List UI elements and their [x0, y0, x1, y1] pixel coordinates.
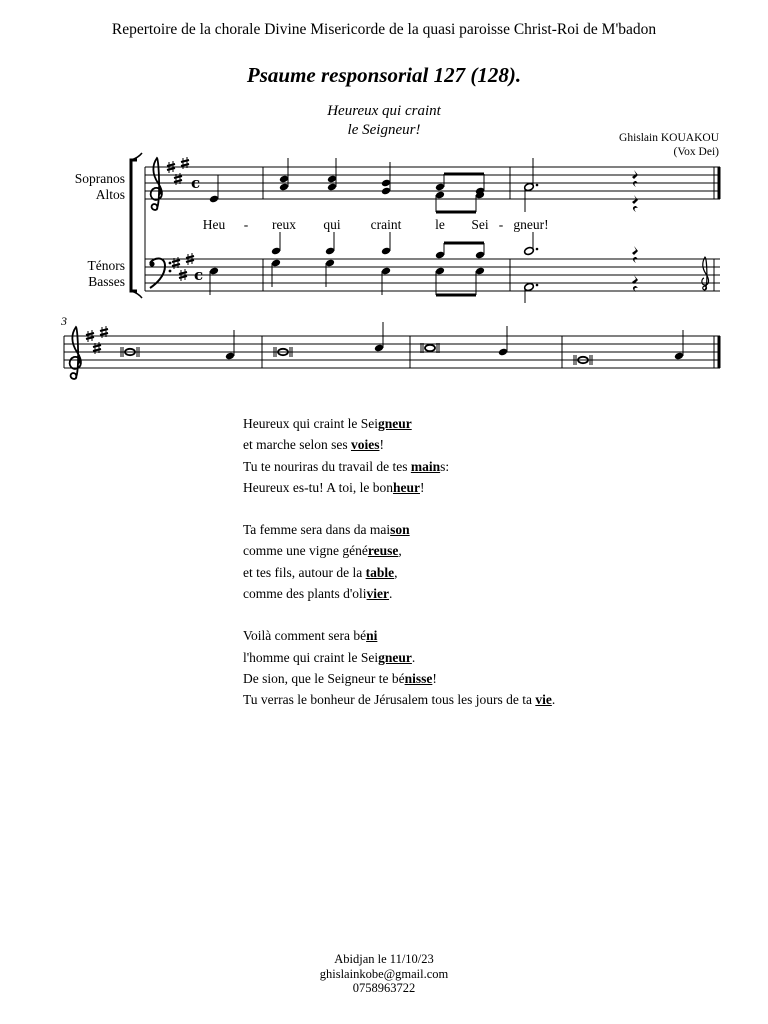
- accented-syllable: vie: [535, 692, 552, 708]
- stanza-2: [243, 519, 555, 604]
- accented-syllable: gneur: [377, 416, 412, 431]
- accented-syllable: ni: [366, 628, 378, 644]
- voice-label-sopranos: Sopranos: [74, 171, 125, 186]
- lyric-syllable: le: [435, 217, 445, 232]
- accented-syllable: vier: [366, 586, 390, 602]
- subtitle-line-1: Heureux qui craint: [327, 103, 441, 119]
- repertoire-header: Repertoire de la chorale Divine Misericorde de la quasi paroisse Christ-Roi de M'badon: [111, 21, 657, 38]
- lyric-syllable: Heu: [202, 217, 226, 232]
- treble-clef-icon: [151, 158, 162, 210]
- verse-line: Tu te nouriras du travail de tes mains:: [243, 458, 450, 474]
- stanza-3: [243, 625, 555, 710]
- verse-line: comme des plants d'olivier.: [243, 586, 393, 602]
- voice-label-altos: Altos: [95, 187, 125, 202]
- verse-line: et marche selon ses voies!: [243, 437, 384, 453]
- music-score: [0, 0, 768, 400]
- accented-syllable: voies: [350, 437, 380, 453]
- verse-line: Heureux qui craint le Seigneur: [243, 416, 412, 431]
- page-title: Psaume responsorial 127 (128).: [246, 63, 522, 87]
- lyrics-line: [203, 217, 549, 232]
- subtitle-line-2: le Seigneur!: [347, 122, 421, 138]
- bass-clef-icon: [149, 258, 171, 288]
- accented-syllable: reuse: [367, 543, 399, 559]
- voice-label-basses: Basses: [88, 274, 125, 289]
- lyric-hyphen: -: [498, 217, 504, 232]
- verse-line: Voilà comment sera béni: [243, 628, 378, 644]
- composer-name: Ghislain KOUAKOU: [619, 132, 719, 144]
- contact-phone[interactable]: 0758963722: [352, 981, 416, 995]
- stanza-1: [243, 413, 555, 498]
- verse-line: Heureux es-tu! A toi, le bonheur!: [243, 479, 425, 495]
- system-1: [131, 153, 720, 303]
- accented-syllable: gneur: [378, 649, 412, 665]
- svg-text:c: c: [194, 266, 204, 284]
- footer: [0, 952, 768, 996]
- accented-syllable: table: [365, 564, 395, 580]
- measure-number: 3: [61, 314, 67, 328]
- lyric-syllable: qui: [323, 217, 341, 232]
- verse-line: et tes fils, autour de la table,: [243, 564, 398, 580]
- accented-syllable: son: [390, 522, 410, 538]
- bass-staff: [145, 259, 720, 291]
- verse-line: De sion, que le Seigneur te bénisse!: [243, 670, 437, 686]
- place-date: Abidjan le 11/10/23: [334, 952, 434, 966]
- treble-clef-icon: [70, 327, 81, 379]
- system-2: [60, 314, 720, 379]
- lyric-syllable: gneur!: [513, 217, 549, 232]
- verse-line: l'homme qui craint le Seigneur.: [243, 649, 416, 665]
- clef-change-icon: [702, 257, 709, 290]
- lyric-syllable: craint: [370, 217, 402, 232]
- verse-line: Ta femme sera dans da maison: [243, 522, 410, 538]
- verse-line: comme une vigne généreuse,: [243, 543, 402, 559]
- svg-text:c: c: [191, 174, 201, 192]
- accented-syllable: main: [410, 458, 441, 474]
- composer-note: (Vox Dei): [673, 146, 719, 158]
- voice-label-tenors: Ténors: [87, 258, 125, 273]
- contact-email[interactable]: ghislainkobe@gmail.com: [319, 966, 449, 981]
- accented-syllable: nisse: [404, 670, 433, 686]
- verse-line: Tu verras le bonheur de Jérusalem tous les jours de ta vie.: [243, 692, 556, 708]
- lyric-hyphen: -: [243, 217, 249, 232]
- psalm-verses: [243, 413, 555, 732]
- lyric-syllable: Sei: [471, 217, 489, 232]
- lyric-syllable: reux: [272, 217, 296, 232]
- accented-syllable: heur: [392, 479, 420, 495]
